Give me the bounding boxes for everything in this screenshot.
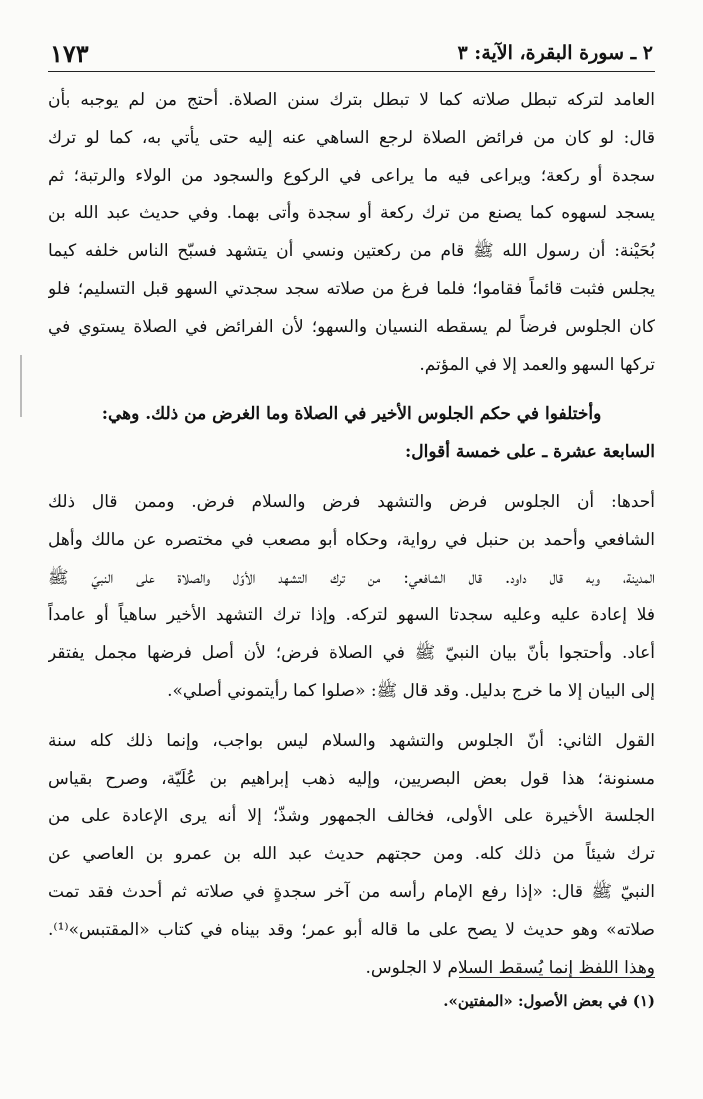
section-heading: السابعة عشرة ـ على خمسة أقوال: — [404, 442, 655, 463]
text-line: فلا إعادة عليه وعليه سجدتا السهو لتركه. وإذا ترك التشهد الأخير ساهياً أو عامداً — [48, 605, 655, 626]
text-line: سجدة أو ركعة؛ ويراعى فيه ما يراعى في الركوع والسجود من الولاء والرتبة؛ ثم — [48, 165, 655, 186]
text-line: قال: لو كان من فرائض الصلاة لرجع الساهي عنه إليه حتى يأتي به، كما لو ترك — [48, 127, 655, 148]
text-line: وهذا اللفظ إنما يُسقط السلام لا الجلوس. — [365, 957, 655, 978]
text-line: يجلس فثبت قائماً فقاموا؛ فلما فرغ من صلاته سجد سجدتي السهو قبل التسليم؛ فلو — [48, 278, 655, 299]
header-divider — [48, 71, 655, 72]
body-text — [48, 82, 655, 987]
text-line: ترك شيئاً من ذلك كله. ومن حجتهم حديث عبد الله بن عمرو بن العاصي عن — [48, 844, 655, 865]
page-number: ١٧٣ — [50, 38, 89, 68]
text-line: تركها السهو والعمد إلا في المؤتم. — [419, 354, 655, 375]
text-line: المدينة، وبه قال داود. قال الشافعي: من ترك التشهد الأوّل والصلاة على النبيّ ﷺ — [48, 567, 655, 588]
paragraph-2: وأختلفوا في حكم الجلوس الأخير في الصلاة وما الغرض من ذلك. وهي: — [101, 404, 602, 425]
text-line: يسجد لسهوه كما يصنع من ترك ركعة أو سجدة وأتى بهما. وفي حديث عبد الله بن — [48, 203, 655, 224]
text-line: صلاته» وهو حديث لا يصح على ما قاله أبو عمر؛ وقد بيناه في كتاب «المقتبس»⁽¹⁾. — [48, 919, 655, 940]
paragraph-4 — [48, 484, 655, 711]
footnote-divider — [459, 977, 655, 978]
text-line: العامد لتركه تبطل صلاته كما لا تبطل بترك سنن الصلاة. أحتج من لم يوجبه بأن — [48, 90, 655, 110]
text-line: إلى البيان إلا ما خرج بدليل. وقد قال ﷺ: «صلوا كما رأيتموني أصلي». — [167, 680, 655, 701]
text-line: أعاد. وأحتجوا بأنّ بيان النبيّ ﷺ في الصلاة فرض؛ لأن أصل فرضها مجمل يفتقر — [48, 643, 655, 664]
text-line: الجلسة الأخيرة على الأولى، فخالف الجمهور وشذّ؛ إلا أنه يرى الإعادة على من — [48, 806, 655, 827]
paragraph-5 — [48, 723, 655, 988]
running-header-title: ٢ ـ سورة البقرة، الآية: ٣ — [457, 42, 653, 64]
page-header — [50, 38, 653, 68]
text-line: مسنونة؛ هذا قول بعض البصريين، وإليه ذهب إبراهيم بن عُلَيّة، وصرح بقياس — [48, 768, 655, 789]
text-line: أحدها: أن الجلوس فرض والتشهد فرض والسلام فرض. وممن قال ذلك — [48, 491, 655, 512]
text-line: الشافعي وأحمد بن حنبل في رواية، وحكاه أبو مصعب في مختصره عن مالك وأهل — [48, 529, 655, 550]
text-line: النبيّ ﷺ قال: «إذا رفع الإمام رأسه من آخر سجدةٍ في صلاته ثم أحدث فقد تمت — [48, 881, 655, 902]
margin-mark — [20, 355, 22, 417]
text-line: بُحَيْنة: أن رسول الله ﷺ قام من ركعتين ونسي أن يتشهد فسبّح الناس خلفه كيما — [48, 241, 655, 262]
text-line: القول الثاني: أنّ الجلوس والتشهد والسلام ليس بواجب، وإنما ذلك كله سنة — [48, 730, 655, 751]
footnote: (١) في بعض الأصول: «المفتين». — [443, 992, 655, 1010]
text-line: كان الجلوس فرضاً لم يسقطه النسيان والسهو؛ لأن الفرائض في الصلاة يستوي في — [48, 316, 655, 337]
paragraph-1 — [48, 82, 655, 384]
